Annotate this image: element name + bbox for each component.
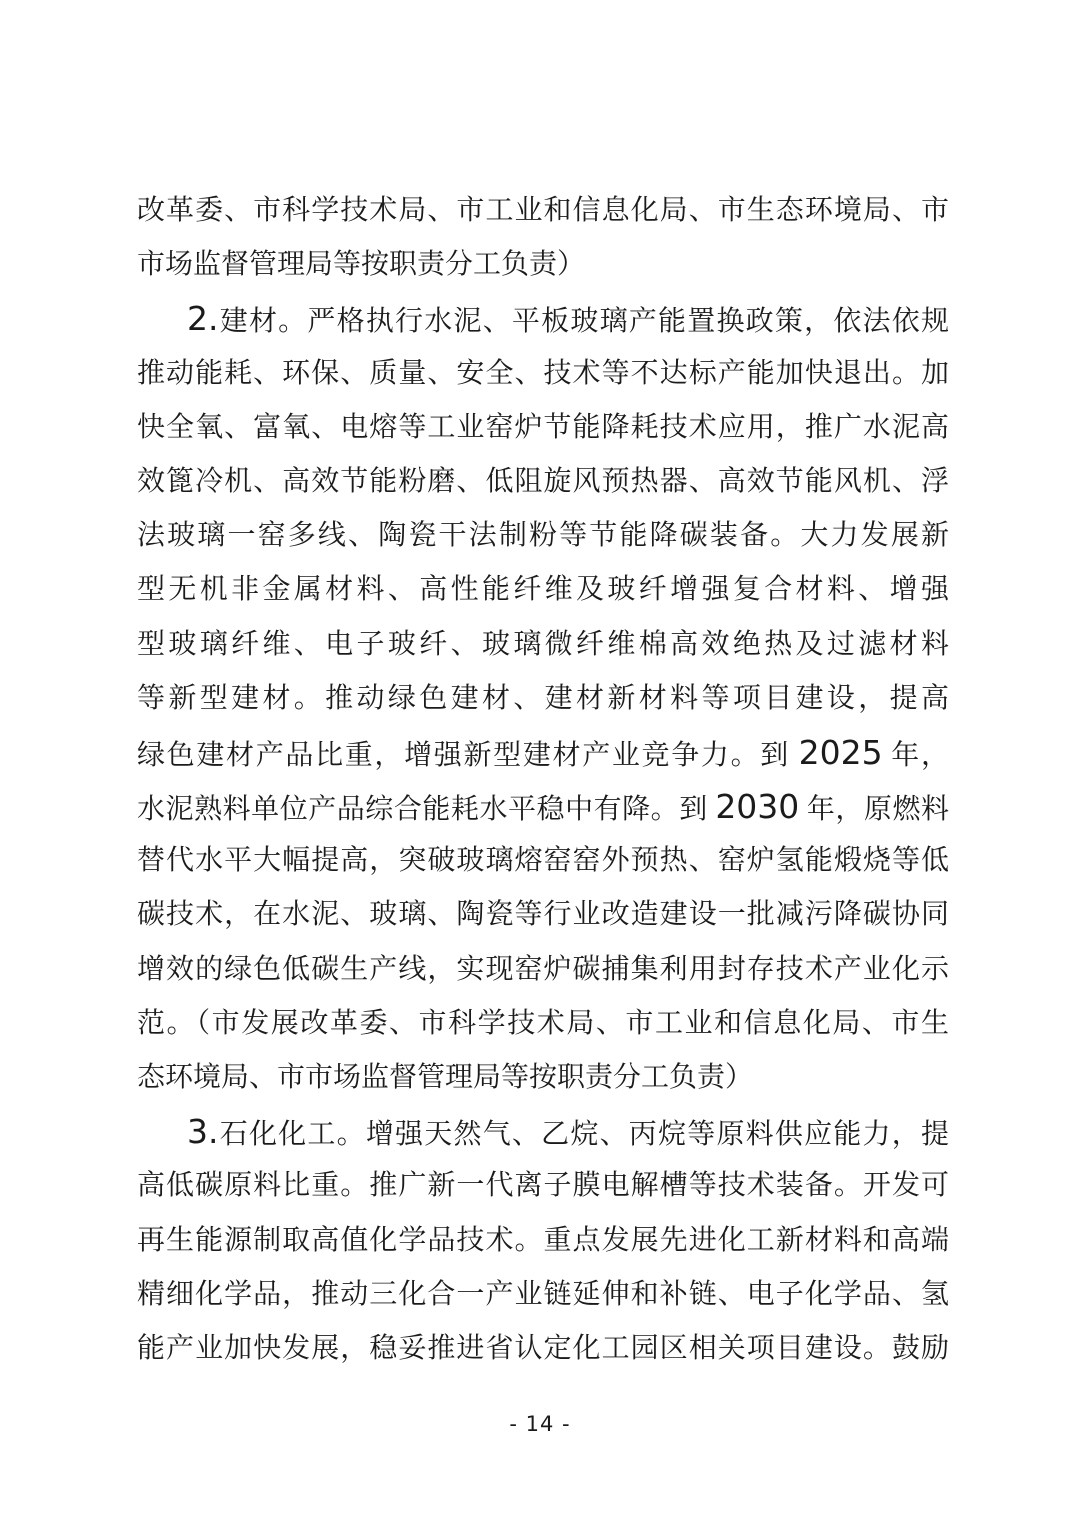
text-line: 效篦冷机、高效节能粉磨、低阻旋风预热器、高效节能风机、浮	[137, 465, 949, 497]
text-line: 等新型建材。推动绿色建材、建材新材料等项目建设，提高	[137, 682, 949, 714]
text-line: 推动能耗、环保、质量、安全、技术等不达标产能加快退出。加	[137, 357, 949, 389]
text-line: 水泥熟料单位产品综合能耗水平稳中有降。到 2030 年，原燃料	[137, 787, 949, 827]
text-line: 增效的绿色低碳生产线，实现窑炉碳捕集利用封存技术产业化示	[137, 953, 949, 985]
text-line: 替代水平大幅提高，突破玻璃熔窑窑外预热、窑炉氢能煅烧等低	[137, 845, 949, 877]
text-line: 市场监督管理局等按职责分工负责）	[137, 249, 586, 281]
text-line: 碳技术，在水泥、玻璃、陶瓷等行业改造建设一批减污降碳协同	[137, 899, 949, 931]
text-line: 2.建材。严格执行水泥、平板玻璃产能置换政策，依法依规	[187, 299, 949, 339]
text-line: 法玻璃一窑多线、陶瓷干法制粉等节能降碳装备。大力发展新	[137, 520, 949, 552]
page-number: - 14 -	[509, 1412, 571, 1436]
text-line: 型玻璃纤维、电子玻纤、玻璃微纤维棉高效绝热及过滤材料	[137, 628, 949, 660]
document-body	[137, 184, 949, 1376]
text-line: 3.石化化工。增强天然气、乙烷、丙烷等原料供应能力，提	[187, 1112, 949, 1152]
text-line: 高低碳原料比重。推广新一代离子膜电解槽等技术装备。开发可	[137, 1170, 949, 1202]
text-line: 精细化学品，推动三化合一产业链延伸和补链、电子化学品、氢	[137, 1278, 949, 1310]
text-line: 再生能源制取高值化学品技术。重点发展先进化工新材料和高端	[137, 1224, 949, 1256]
text-line: 型无机非金属材料、高性能纤维及玻纤增强复合材料、增强	[137, 574, 949, 606]
text-line: 态环境局、市市场监督管理局等按职责分工负责）	[137, 1062, 754, 1093]
arabic-numeral: 2030	[715, 787, 800, 827]
arabic-numeral: 2.	[187, 299, 219, 339]
text-line: 改革委、市科学技术局、市工业和信息化局、市生态环境局、市	[137, 195, 949, 226]
text-line: 范。（市发展改革委、市科学技术局、市工业和信息化局、市生	[137, 1007, 949, 1039]
text-line: 快全氧、富氧、电熔等工业窑炉节能降耗技术应用，推广水泥高	[137, 411, 949, 443]
text-line: 绿色建材产品比重，增强新型建材产业竞争力。到 2025 年，	[137, 732, 949, 772]
arabic-numeral: 3.	[187, 1112, 219, 1152]
arabic-numeral: 2025	[798, 732, 883, 772]
text-line: 能产业加快发展，稳妥推进省认定化工园区相关项目建设。鼓励	[137, 1332, 949, 1364]
